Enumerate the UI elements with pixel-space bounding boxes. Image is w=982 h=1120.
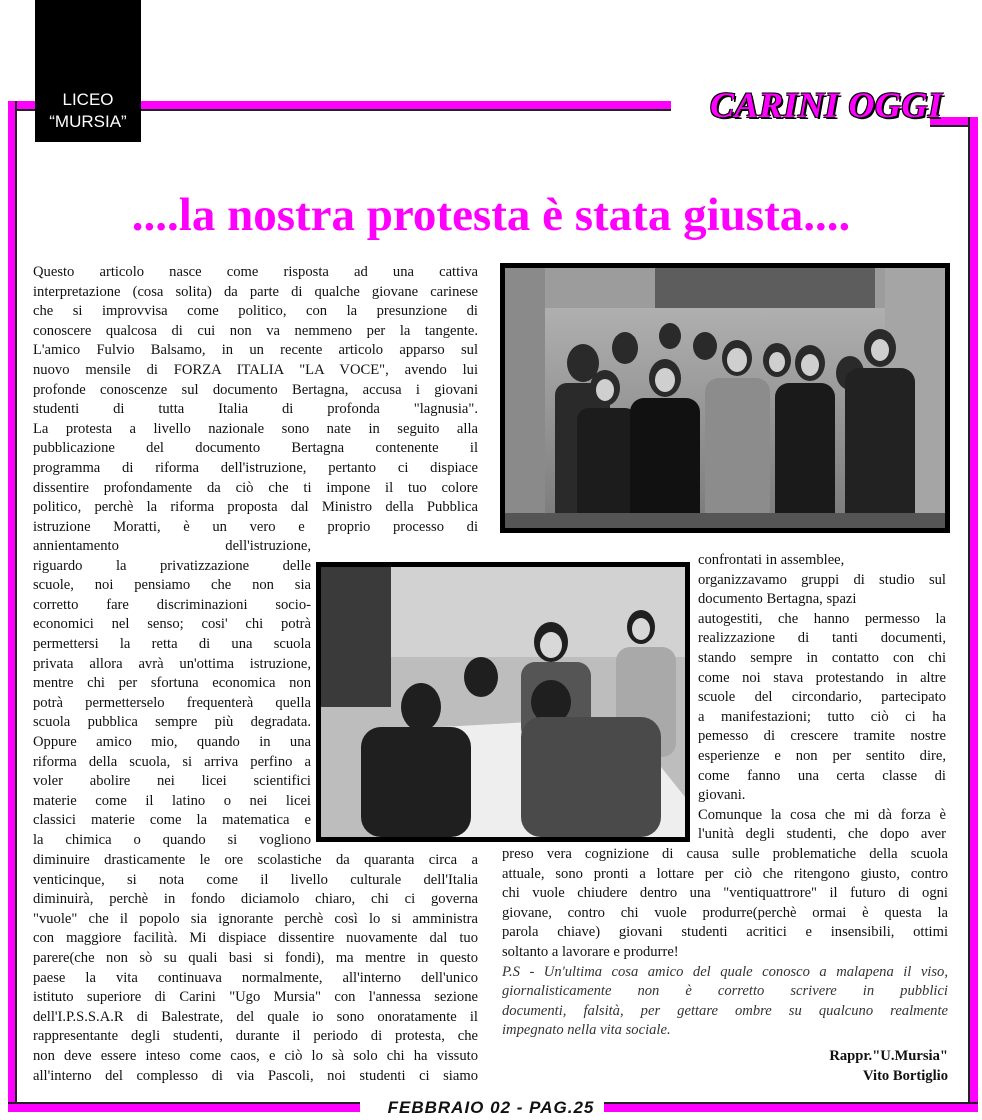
text-line: preso vera cognizione di causa sulle problematiche della scuola xyxy=(502,846,948,862)
text-line: pubblicazione del documento Bertagna contenente il xyxy=(33,440,478,457)
text-line: soltanto a lavorare e produrre! xyxy=(502,943,679,960)
text-line: Comunque la cosa che mi dà forza è xyxy=(698,806,946,823)
text-line: studenti di tutta Italia di profonda "lagnusia". xyxy=(33,401,478,418)
text-line: istituto superiore di Carini "Ugo Mursia" con l'annessa sezione xyxy=(33,989,478,1006)
text-line: potrà permetterselo frequenterà quella xyxy=(33,694,311,711)
text-line: scuole, noi pensiamo che non sia xyxy=(33,577,311,594)
study-group-photo xyxy=(316,562,690,842)
masthead-logo: CARINI OGGI xyxy=(710,85,943,125)
badge-line-1: LICEO xyxy=(62,90,114,109)
headline: ....la nostra protesta è stata giusta.... xyxy=(131,189,851,241)
signature xyxy=(502,1047,948,1086)
school-badge xyxy=(35,0,141,142)
article-right-mid xyxy=(698,551,946,845)
signature-line-1: Rappr."U.Mursia" xyxy=(829,1047,948,1064)
text-line: paese la vita continuava normalmente, all'interno dell'unico xyxy=(33,969,478,986)
text-line: impegnato nella vita sociale. xyxy=(502,1022,671,1039)
text-line: materie come il latino o nei licei xyxy=(33,792,311,809)
text-line: parola chiave) giovani studenti acritici e insensibili, ottimi xyxy=(502,924,948,941)
text-line: privata allora avrà un'ottima istruzione, xyxy=(33,655,311,672)
text-line: riforma della scuola, si arriva perfino a xyxy=(33,753,311,770)
text-line: "vuole" che il popolo sia ignorante perchè così lo si amministra xyxy=(33,910,478,927)
text-line: voler abolire nei licei scientifici xyxy=(33,773,311,790)
text-line: all'interno del complesso di via Pascoli, noi studenti ci siamo xyxy=(33,1067,478,1084)
text-line: giovane, contro chi vuole produrre(perchè ormai è questa la xyxy=(502,904,948,921)
text-line: chi vuole chiudere dentro una "ventiquattrore" il futuro di ogni xyxy=(502,885,948,902)
text-line: documenti, falsità, per gettare ombre su qualcuno realmente xyxy=(502,1002,948,1019)
text-line: confrontati in assemblee, xyxy=(698,552,845,568)
text-line: con maggiore facilità. Mi dispiace dissentire nuovamente dal tuo xyxy=(33,930,478,947)
text-line: istruzione Moratti, è un vero e proprio processo di xyxy=(33,518,478,535)
text-line: realizzazione di tanti documenti, xyxy=(698,630,946,647)
text-line: giovani. xyxy=(698,787,746,804)
text-line: P.S - Un'ultima cosa amico del quale conosco a malapena il viso, xyxy=(502,963,948,980)
text-line: interpretazione (cosa solita) da parte di qualche giovane carinese xyxy=(33,283,478,300)
text-line: l'unità degli studenti, che dopo aver xyxy=(698,826,946,843)
text-line: economici nel senso; cosi' chi potrà xyxy=(33,616,311,633)
text-line: diminuire drasticamente le ore scolastiche da quaranta circa a xyxy=(33,852,478,868)
signature-line-2: Vito Bortiglio xyxy=(863,1067,948,1084)
article-mid-left xyxy=(33,537,311,851)
text-line: scuola pubblica sempre più degradata. xyxy=(33,714,311,731)
text-line: politico, perchè la riforma proposta dal Ministro della Pubblica xyxy=(33,499,478,516)
frame-right xyxy=(968,117,978,1104)
text-line: pemesso di crescere tramite nostre xyxy=(698,728,946,745)
text-line: esperienze e non per sentito dire, xyxy=(698,747,946,764)
text-line: rappresentante degli studenti, durante il periodo di protesta, che xyxy=(33,1028,478,1045)
group-photo-image xyxy=(505,268,945,528)
text-line: nuovo mensile di FORZA ITALIA "LA VOCE", avendo lui xyxy=(33,361,478,378)
text-line: organizzavamo gruppi di studio sul xyxy=(698,571,946,588)
text-line: diminuirà, perchè in fondo diciamolo chiaro, chi ci governa xyxy=(33,891,478,908)
text-line: corretto fare discriminazioni socio- xyxy=(33,596,311,613)
text-line: programma di riforma dell'istruzione, pertanto ci dispiace xyxy=(33,459,478,476)
frame-left xyxy=(8,101,17,1104)
group-photo xyxy=(500,263,950,533)
text-line: riguardo la privatizzazione delle xyxy=(33,557,311,574)
text-line: stando sempre in contatto con chi xyxy=(698,649,946,666)
text-line: che si improvvisa come politico, con la presunzione di xyxy=(33,303,478,320)
frame-top-left xyxy=(141,101,671,111)
article-top-left xyxy=(33,263,478,537)
text-line: conoscere qualcosa di cui non va nemmeno per la tangente. xyxy=(33,322,478,339)
text-line: annientamento dell'istruzione, xyxy=(33,538,311,554)
text-line: Questo articolo nasce come risposta ad una cattiva xyxy=(33,264,478,280)
text-line: non deve essere inteso come caos, e ciò lo sà solo chi ha vissuto xyxy=(33,1047,478,1064)
text-line: giornalisticamente non è corretto scrivere in pubblici xyxy=(502,983,948,1000)
text-line: mentre chi per sfortuna economica non xyxy=(33,675,311,692)
article-right-bottom xyxy=(502,845,948,1086)
text-line: classici materie come la matematica e xyxy=(33,812,311,829)
text-line: autogestiti, che hanno permesso la xyxy=(698,610,946,627)
text-line: dissentire profondamente da ciò che ti impone il tuo colore xyxy=(33,479,478,496)
text-line: Oppure amico mio, quando in una xyxy=(33,733,311,750)
text-line: La protesta a livello nazionale sono nate in seguito alla xyxy=(33,420,478,437)
text-line: la chimica o quando si vogliono xyxy=(33,831,311,848)
text-line: parere(che non sò su quali basi si fondi), ma mentre in questo xyxy=(33,949,478,966)
text-line: attuale, sono pronti a lottare per ciò che ritengono giusto, contro xyxy=(502,865,948,882)
text-line: permettersi la retta di una scuola xyxy=(33,635,311,652)
page-footer: FEBBRAIO 02 - PAG.25 xyxy=(387,1098,595,1117)
text-line: documento Bertagna, spazi xyxy=(698,591,857,608)
text-line: venticinque, si nota come il livello culturale dell'Italia xyxy=(33,871,478,888)
badge-line-2: “MURSIA” xyxy=(49,112,127,131)
text-line: scuole del circondario, partecipato xyxy=(698,689,946,706)
study-group-photo-image xyxy=(321,567,685,837)
article-bottom-left xyxy=(33,851,478,1086)
text-line: a manifestazioni; tutto ciò ci ha xyxy=(698,708,946,725)
text-line: come fanno una certa classe di xyxy=(698,767,946,784)
text-line: L'amico Fulvio Balsamo, in un recente articolo apparso sul xyxy=(33,342,478,359)
text-line: profonde conoscenze sul documento Bertagna, accusa i giovani xyxy=(33,381,478,398)
text-line: dell'I.P.S.S.A.R di Balestrate, del quale io sono onoratamente il xyxy=(33,1008,478,1025)
text-line: come noi stava protestando in altre xyxy=(698,669,946,686)
